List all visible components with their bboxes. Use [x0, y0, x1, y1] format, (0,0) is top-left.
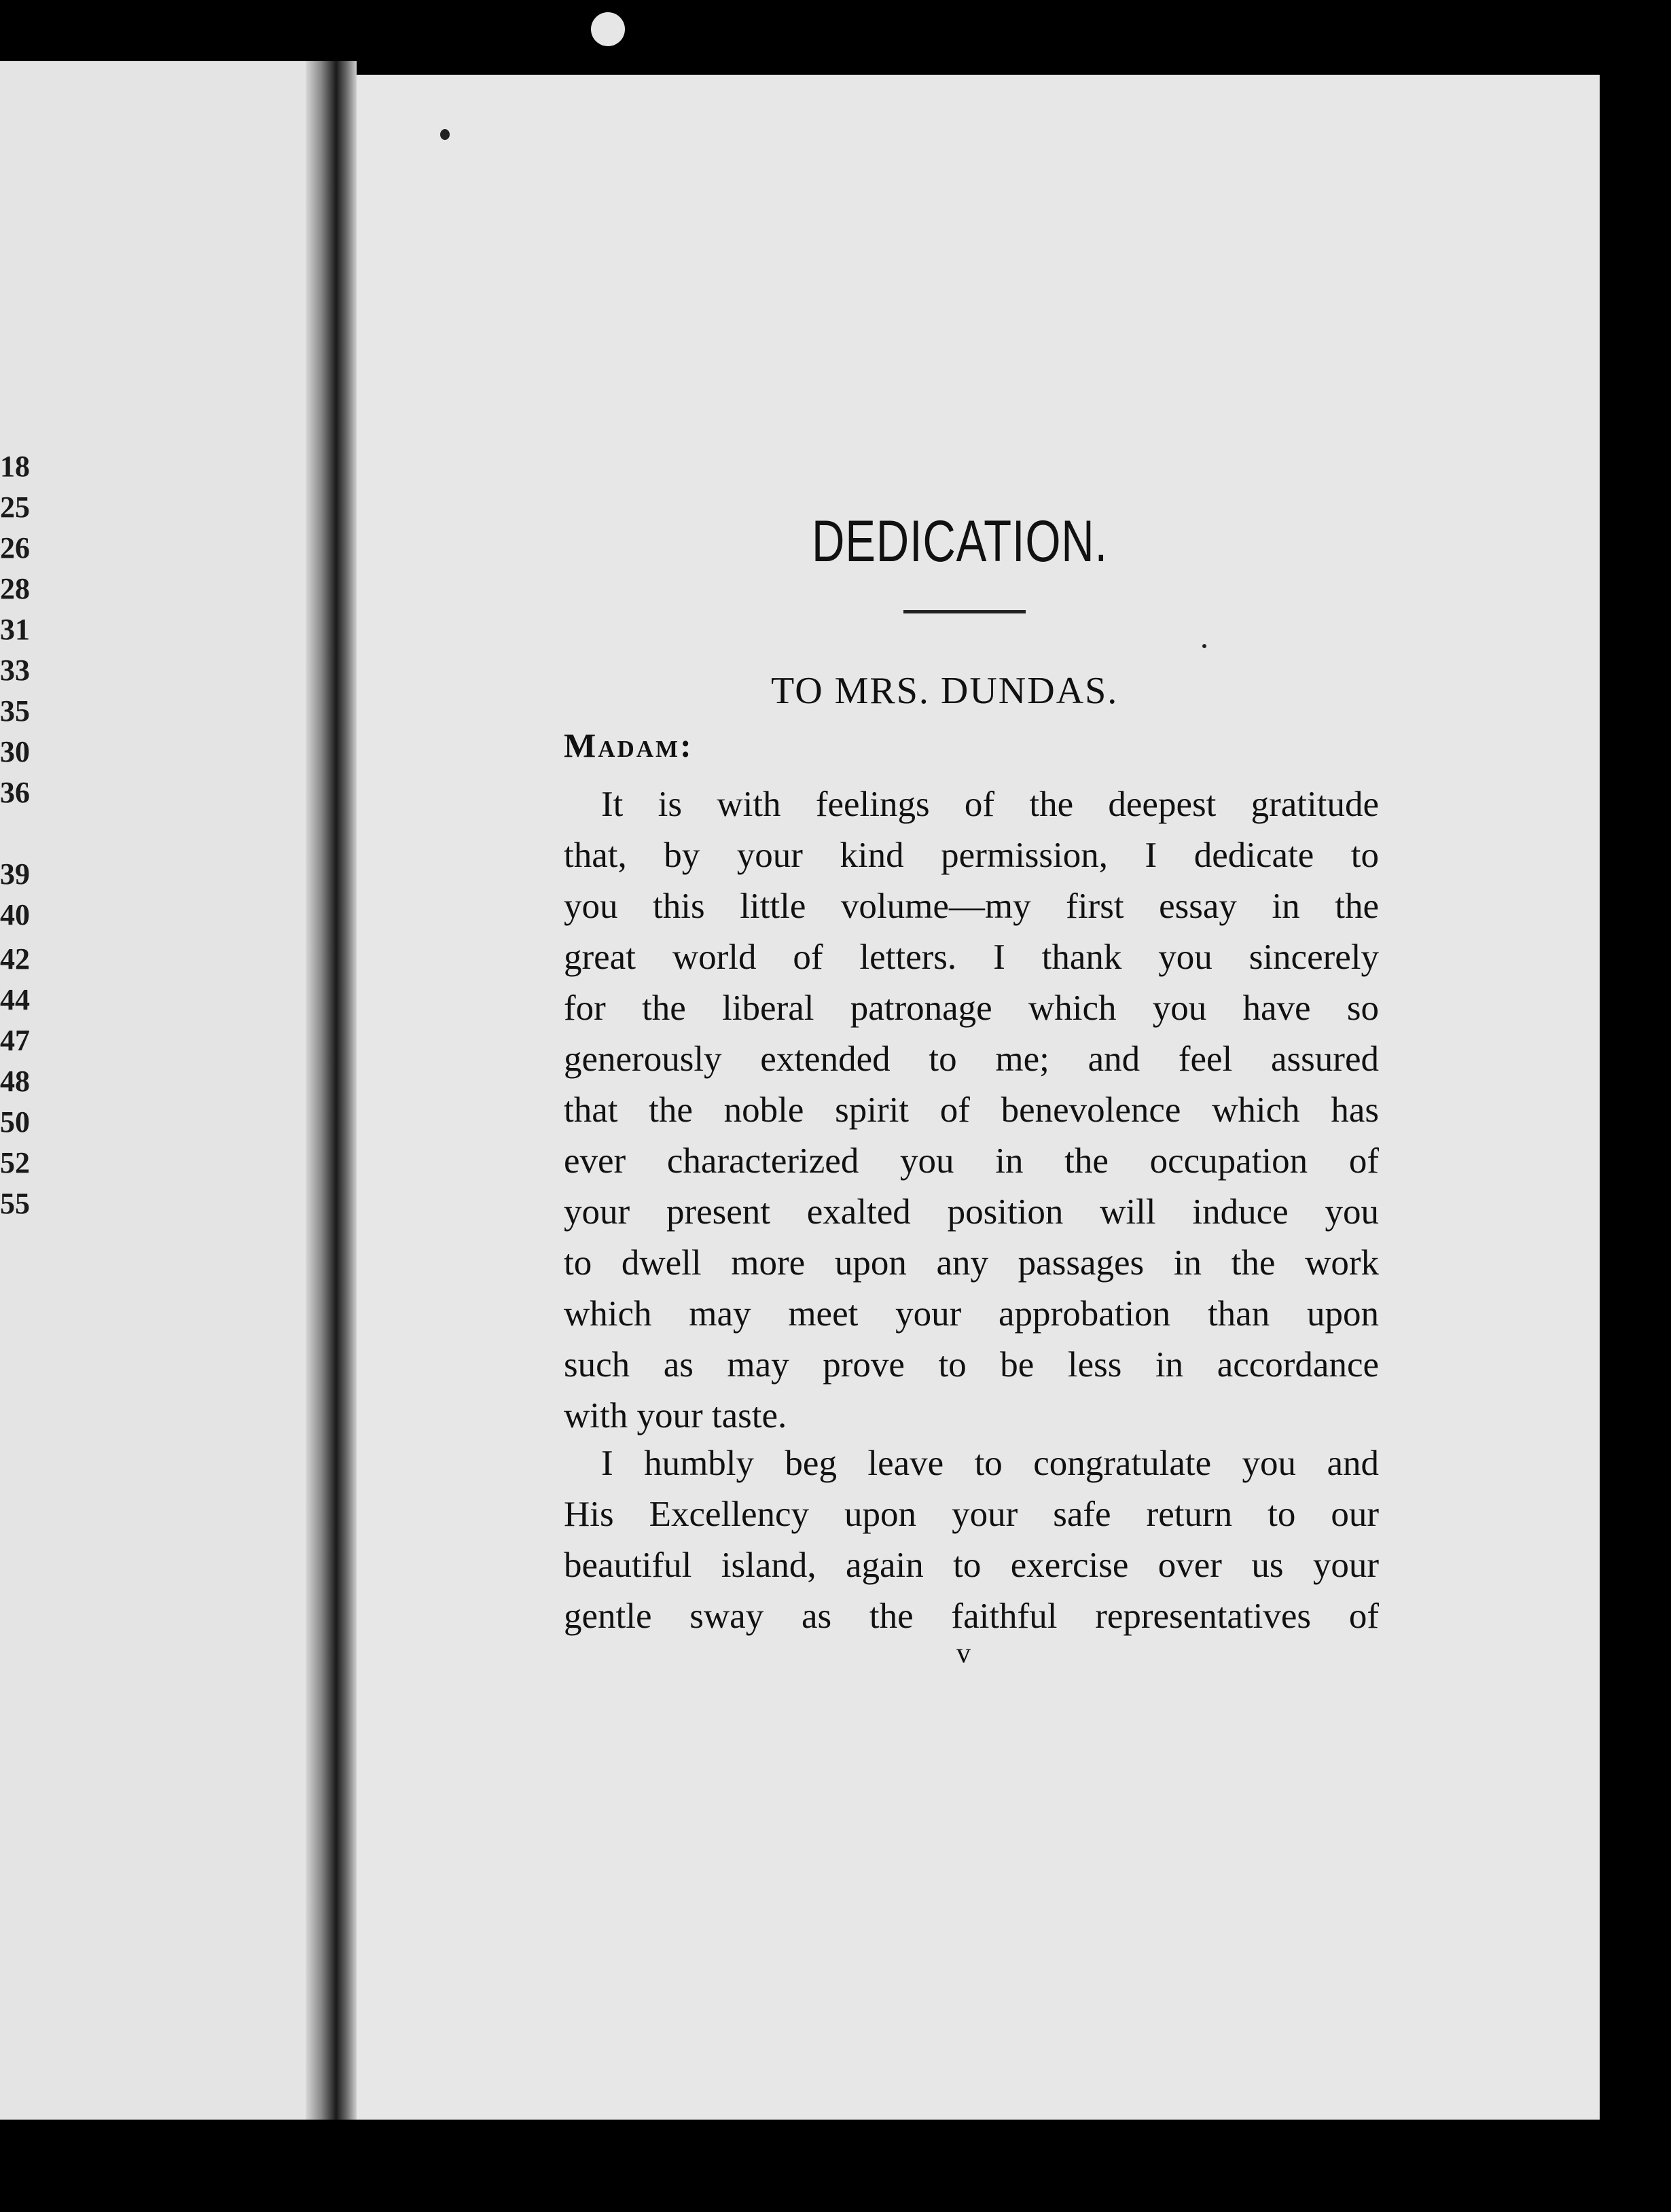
text-line: which may meet your approbation than upon: [564, 1294, 1379, 1334]
page-number: 40: [0, 898, 30, 931]
text-line: that, by your kind permission, I dedicate to: [564, 836, 1379, 875]
page-number: 33: [0, 654, 30, 687]
page-number: 55: [0, 1187, 30, 1220]
page-title: DEDICATION.: [812, 509, 1108, 574]
text-line: your present exalted position will induce you: [564, 1192, 1379, 1232]
page-number: 18: [0, 450, 30, 483]
text-line: ever characterized you in the occupation of: [564, 1141, 1379, 1181]
page-number: 36: [0, 776, 30, 809]
page-number: 25: [0, 490, 30, 524]
text-line: such as may prove to be less in accordance: [564, 1345, 1379, 1385]
page-number: 48: [0, 1065, 30, 1098]
text-line: His Excellency upon your safe return to our: [564, 1495, 1379, 1534]
salutation: Madam:: [564, 726, 694, 764]
text-line: I humbly beg leave to congratulate you and: [601, 1444, 1379, 1483]
text-line: to dwell more upon any passages in the work: [564, 1243, 1379, 1283]
page-number: 44: [0, 983, 30, 1016]
page-number: 42: [0, 942, 30, 976]
text-line: generously extended to me; and feel assured: [564, 1039, 1379, 1079]
text-line: for the liberal patronage which you have so: [564, 988, 1379, 1028]
left-page: [0, 61, 306, 2120]
page-number: 30: [0, 735, 30, 768]
page-number: 52: [0, 1146, 30, 1179]
book-spine: [306, 61, 357, 2120]
ink-speck: [440, 129, 450, 140]
page-number: 26: [0, 531, 30, 565]
text-line: great world of letters. I thank you sincerely: [564, 938, 1379, 977]
text-line: that the noble spirit of benevolence which has: [564, 1090, 1379, 1130]
text-line: It is with feelings of the deepest gratitude: [601, 785, 1379, 824]
text-line: gentle sway as the faithful representatives of: [564, 1596, 1379, 1636]
ink-speck: [1202, 644, 1206, 648]
page-number: 47: [0, 1024, 30, 1057]
text-line: you this little volume—my first essay in the: [564, 887, 1379, 926]
title-rule: [903, 610, 1026, 613]
page-number: 28: [0, 572, 30, 605]
text-line: beautiful island, again to exercise over us your: [564, 1546, 1379, 1585]
page-number: 39: [0, 857, 30, 891]
folio-number: v: [956, 1638, 971, 1669]
page-number: 31: [0, 613, 30, 646]
scan-blot: [591, 12, 625, 46]
page-number: 50: [0, 1105, 30, 1139]
paragraph-2: [564, 1438, 1379, 1642]
addressee: TO MRS. DUNDAS.: [771, 670, 1119, 712]
page-number: 35: [0, 694, 30, 728]
paragraph-1: [564, 779, 1379, 1442]
text-line: with your taste.: [564, 1396, 787, 1435]
